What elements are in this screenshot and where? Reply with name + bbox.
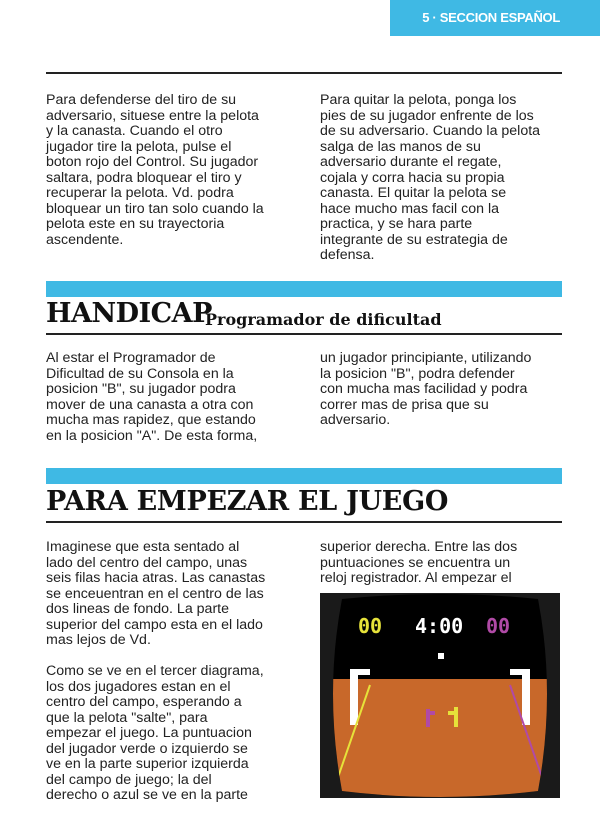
- empezar-title: PARA EMPEZAR EL JUEGO: [46, 486, 449, 517]
- handicap-left-text: Al estar el Programador de Dificultad de su Consola en la posicion "B", su jugador podra mover de una canasta a otra con mucha mas rapidez, que estando en la posicion "A". De esta forma,: [46, 350, 258, 444]
- right-player: [454, 707, 458, 727]
- page-header-band: [390, 0, 600, 36]
- empezar-rule: [46, 521, 562, 523]
- empezar-band: [46, 468, 562, 484]
- left-score: 00: [358, 614, 383, 638]
- right-score: 00: [486, 614, 511, 638]
- game-clock: 4:00: [415, 614, 464, 638]
- handicap-subtitle: Programador de dificultad: [205, 310, 442, 329]
- left-hoop-pole: [350, 669, 358, 725]
- handicap-title: HANDICAP: [46, 298, 212, 329]
- right-player-arm: [448, 711, 454, 715]
- left-player: [426, 709, 430, 727]
- handicap-right-text: un jugador principiante, utilizando la posicion "B", podra defender con mucha mas facilidad y podra correr mas de prisa que su adversario.: [320, 350, 532, 428]
- empezar-left-text: Imaginese que esta sentado al lado del centro del campo, unas seis filas hacia atras. Las canastas se enceuentran en el centro de las dos lineas de fondo. La parte superior del campo esta en el lado mas lejos de Vd. Como se ve en el tercer diagrama, los dos jugadores estan en el centro del campo, esperando a que la pelota "salte", para empezar el juego. La puntuacion del jugador verde o izquierdo se ve en la parte superior izquierda del campo de juego; la del derecho o azul se ve en la parte: [46, 539, 266, 803]
- right-hoop-arm: [510, 669, 530, 675]
- ball: [438, 653, 444, 659]
- defense-left-text: Para defenderse del tiro de su adversario, situese entre la pelota y la canasta. Cuando el otro jugador tire la pelota, pulse el boton rojo del Control. Su jugador saltara, podra bloquear el tiro y recuperar la pelota. Vd. podra bloquear un tiro tan solo cuando la pelota este en su trayectoria ascendente.: [46, 92, 264, 248]
- top-rule: [46, 72, 562, 74]
- right-hoop-pole: [522, 669, 530, 725]
- game-screen-illustration: [320, 593, 560, 798]
- left-player-arm: [430, 711, 435, 715]
- left-hoop-arm: [350, 669, 370, 675]
- handicap-rule: [46, 333, 562, 335]
- section-label: 5 · SECCION ESPAÑOL: [422, 10, 560, 25]
- defense-right-text: Para quitar la pelota, ponga los pies de su jugador enfrente de los de su adversario. Cuando la pelota salga de las manos de su adversario durante el regate, cojala y corra hacia su propia canasta. El quitar la pelota se hace mucho mas facil con la practica, y se hara parte integrante de su estrategia de defensa.: [320, 92, 541, 263]
- empezar-right-text: superior derecha. Entre las dos puntuaciones se encuentra un reloj registrador. Al empezar el: [320, 539, 518, 586]
- handicap-band: [46, 281, 562, 297]
